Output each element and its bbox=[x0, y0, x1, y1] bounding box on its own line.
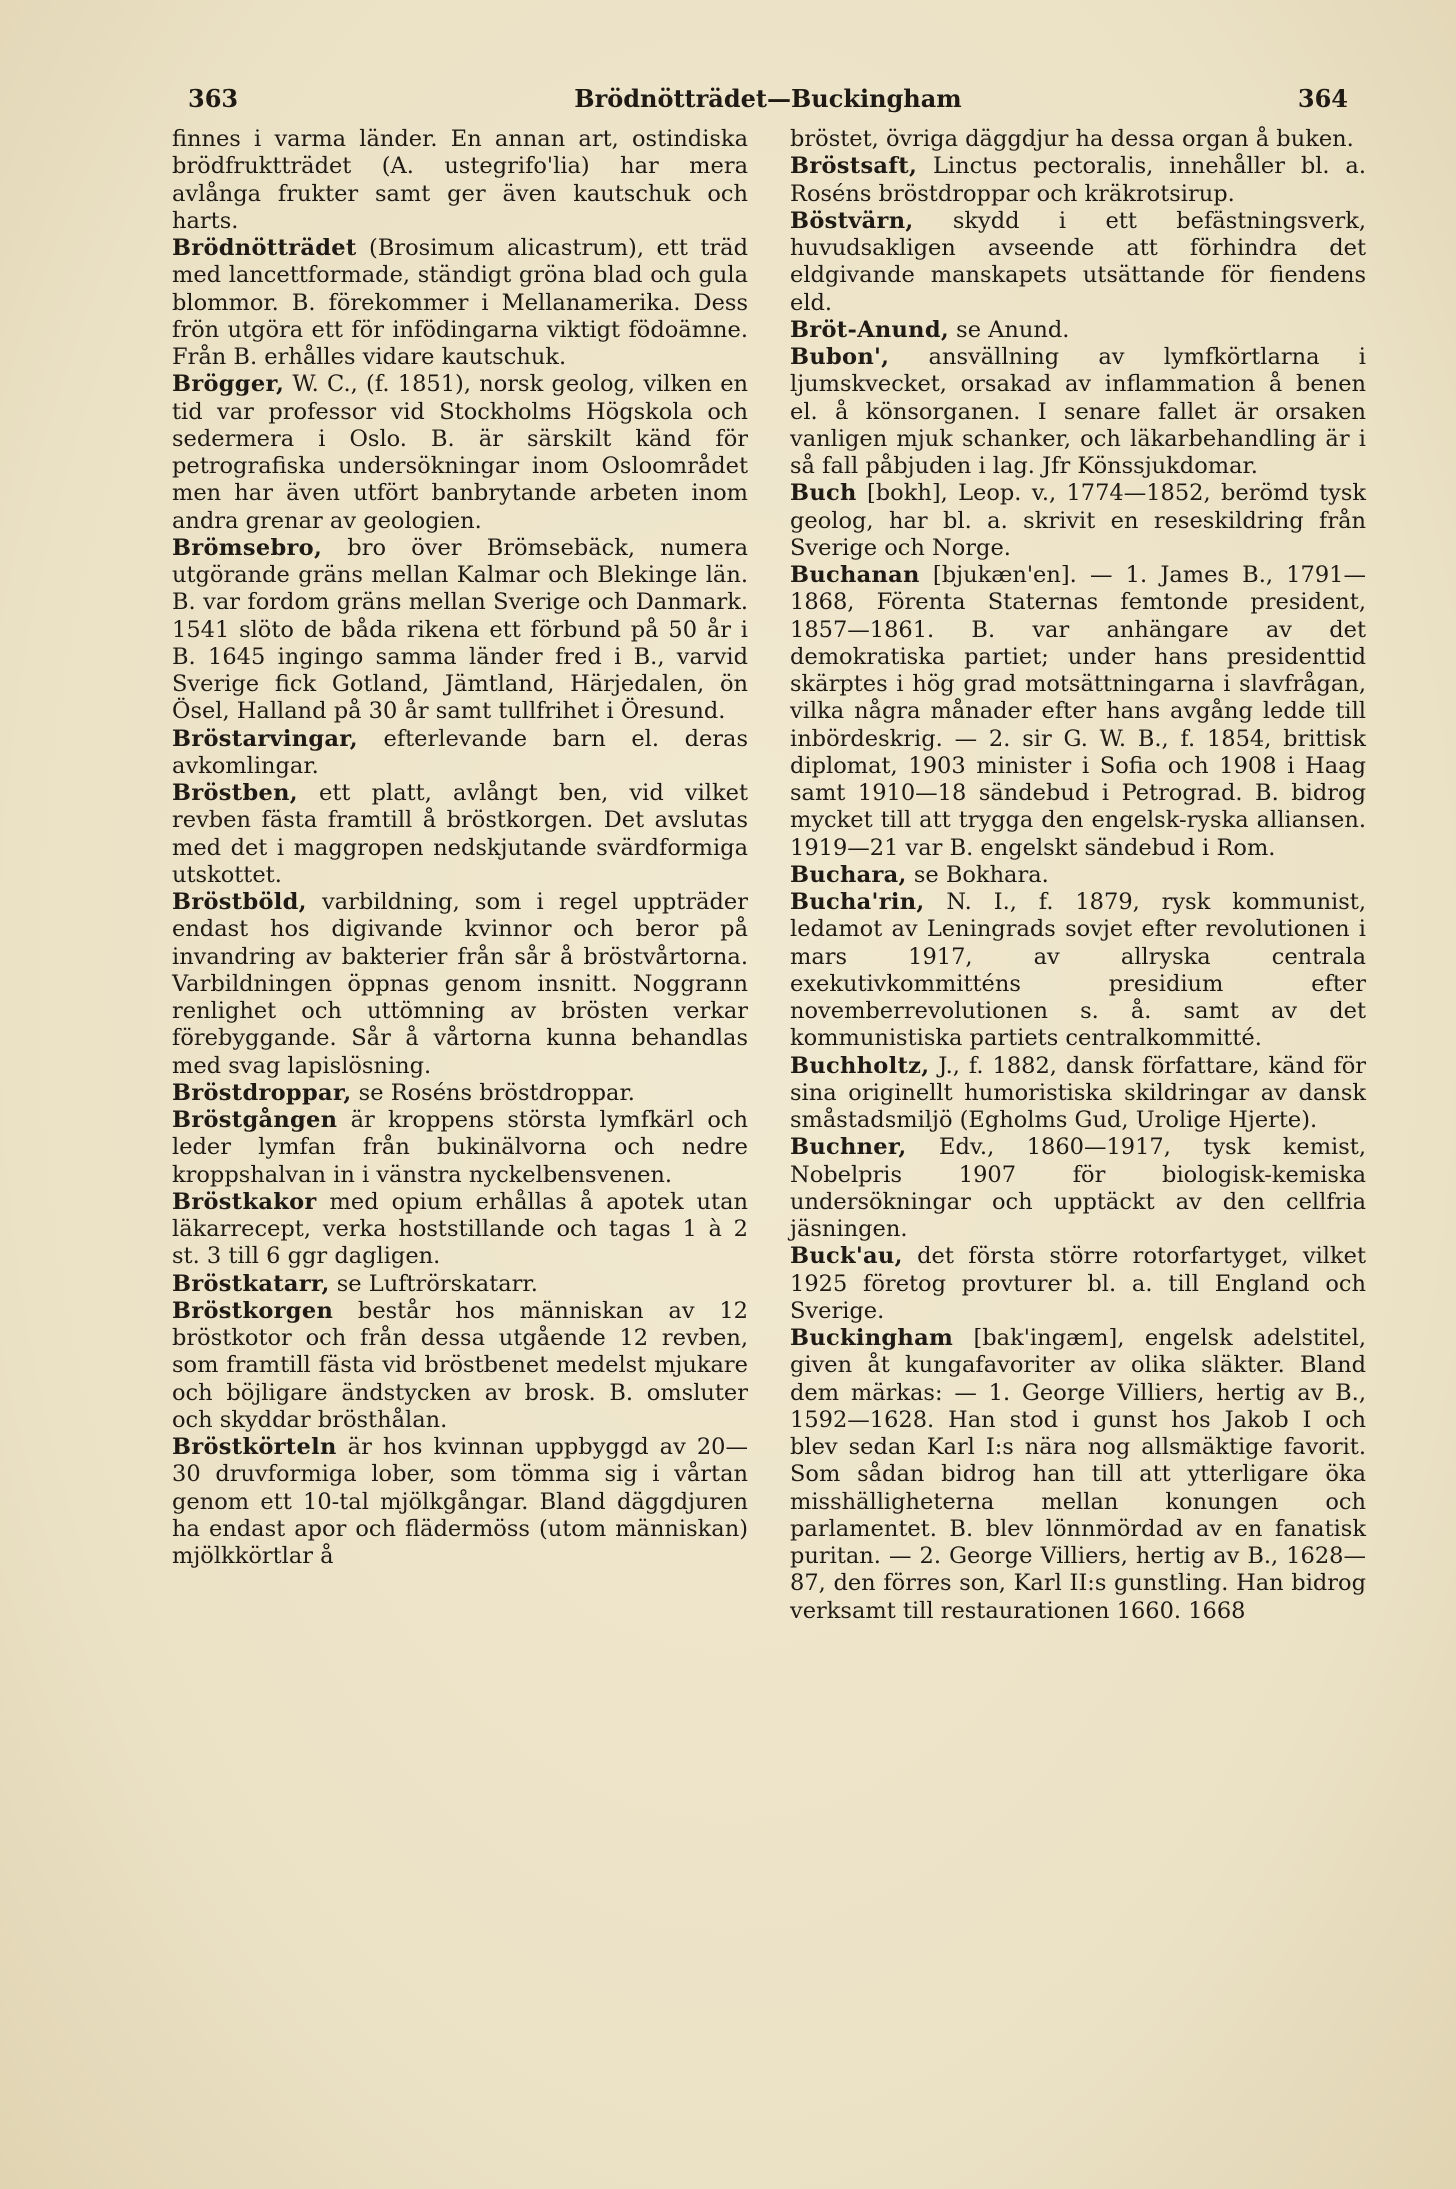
entry-text: ett platt, avlångt ben, vid vilket revben fästa framtill å bröstkorgen. Det avslutas med det i maggropen nedskjutande svärdformiga utskottet. bbox=[172, 780, 748, 888]
entry-headword: Buckingham bbox=[790, 1325, 954, 1351]
entry-text: är kroppens största lymfkärl och leder lymfan från bukinälvorna och nedre kroppshalvan in i vänstra nyckelbensvenen. bbox=[172, 1107, 748, 1188]
entry-headword: Buch bbox=[790, 480, 857, 507]
entry-headword: Bröstböld, bbox=[172, 889, 307, 915]
page-number-right: 364 bbox=[1297, 84, 1348, 113]
entry bbox=[172, 1189, 748, 1271]
page-header bbox=[188, 84, 1348, 124]
entry-text: se Bokhara. bbox=[906, 861, 1049, 888]
entry-text: varbildning, som i regel uppträder endast hos digivande kvinnor och beror på invandring av bakterier från sår å bröstvårtorna. Varbildningen öppnas genom insnitt. Noggrann renlighet och uttömning av brösten verkar förebyggande. Sår å vårtorna kunna behandlas med svag lapislösning. bbox=[172, 889, 748, 1079]
entry-text: se Anund. bbox=[949, 316, 1070, 343]
entry bbox=[790, 208, 1366, 317]
entry-text: se Luftrörskatarr. bbox=[329, 1270, 538, 1297]
entry-headword: Böstvärn, bbox=[790, 207, 914, 234]
entry-headword: Bubon', bbox=[790, 344, 890, 370]
entry-text: N. I., f. 1879, rysk kommunist, ledamot av Leningrads sovjet efter revolutionen i mars 1917, av allryska centrala exekutivkommitténs presidium efter novemberrevolutionen s. å. samt av det kommunistiska partiets centralkommitté. bbox=[790, 889, 1366, 1052]
entry-text: Linctus pectoralis, innehåller bl. a. Roséns bröstdroppar och kräkrotsirup. bbox=[790, 153, 1366, 207]
entry bbox=[790, 480, 1366, 562]
entry-text: bröstet, övriga däggdjur ha dessa organ å buken. bbox=[790, 126, 1354, 152]
entry-headword: Bröstdroppar, bbox=[172, 1079, 352, 1106]
entry-text: se Roséns bröstdroppar. bbox=[351, 1079, 635, 1106]
entry bbox=[172, 371, 748, 535]
entry bbox=[790, 317, 1366, 344]
entry-headword: Brögger, bbox=[172, 371, 285, 398]
running-title: Brödnötträdet—Buckingham bbox=[574, 84, 962, 113]
entry-text: ansvällning av lymfkörtlarna i ljumskvecket, orsakad av inflammation å benen el. å könsorganen. I senare fallet är orsaken vanligen mjuk schanker, och läkarbehandling är i så fall påbjuden i lag. Jfr Könssjukdomar. bbox=[790, 344, 1366, 479]
entry bbox=[172, 235, 748, 371]
page-number-left: 363 bbox=[188, 84, 239, 113]
entry-text: [bokh], Leop. v., 1774—1852, berömd tysk geolog, har bl. a. skrivit en reseskildring från Sverige och Norge. bbox=[790, 480, 1366, 561]
entry-text: [bjukæn'en]. — 1. James B., 1791—1868, Förenta Staternas femtonde president, 1857—1861. B. var anhängare av det demokratiska partiet; under hans presidenttid skärptes i hög grad motsättningarna i slavfrågan, vilka några månader efter hans avgång ledde till inbördeskrig. — 2. sir G. W. B., f. 1854, brittisk diplomat, 1903 minister i Sofia och 1908 i Haag samt 1910—18 sändebud i Petrograd. B. bidrog mycket till att trygga den engelsk-ryska alliansen. 1919—21 var B. engelskt sändebud i Rom. bbox=[790, 562, 1366, 861]
entry bbox=[172, 1434, 748, 1570]
entry bbox=[790, 862, 1366, 889]
entry-text: består hos människan av 12 bröstkotor och från dessa utgående 12 revben, som framtill fästa vid bröstbenet medelst mjukare och böjligare ändstycken av brosk. B. omsluter och skyddar brösthålan. bbox=[172, 1297, 748, 1433]
entry-text: efterlevande barn el. deras avkomlingar. bbox=[172, 725, 748, 779]
entry-headword: Brödnötträdet bbox=[172, 235, 357, 261]
entry bbox=[172, 1080, 748, 1107]
entry-headword: Bröt-Anund, bbox=[790, 316, 950, 343]
entry bbox=[172, 126, 748, 235]
entry-headword: Buchner, bbox=[790, 1134, 907, 1161]
entry bbox=[790, 1243, 1366, 1325]
entry-headword: Buchanan bbox=[790, 562, 920, 588]
entry-text: bro över Brömsebäck, numera utgörande gräns mellan Kalmar och Blekinge län. B. var fordom gräns mellan Sverige och Danmark. 1541 slöto de båda rikena ett förbund på 50 år i B. 1645 ingingo samma länder fred i B., varvid Sverige fick Gotland, Jämtland, Härjedalen, ön Ösel, Halland på 30 år samt tullfrihet i Öresund. bbox=[172, 534, 748, 725]
right-column bbox=[790, 126, 1366, 1625]
entry-text: Edv., 1860—1917, tysk kemist, Nobelpris 1907 för biologisk-kemiska undersökningar och upptäckt av den cellfria jäsningen. bbox=[790, 1134, 1366, 1242]
entry bbox=[172, 1107, 748, 1189]
entry-text: är hos kvinnan uppbyggd av 20—30 druvformiga lober, som tömma sig i vårtan genom ett 10-tal mjölkgångar. Bland däggdjuren ha endast apor och flädermöss (utom människan) mjölkkörtlar å bbox=[172, 1434, 748, 1569]
entry bbox=[172, 889, 748, 1080]
entry bbox=[790, 1325, 1366, 1625]
entry-headword: Buck'au, bbox=[790, 1243, 903, 1270]
entry bbox=[790, 344, 1366, 480]
entry-text: J., f. 1882, dansk författare, känd för sina originellt humoristiska skildringar av dansk småstadsmiljö (Egholms Gud, Urolige Hjerte). bbox=[790, 1052, 1366, 1133]
entry bbox=[790, 126, 1366, 153]
entry bbox=[790, 1134, 1366, 1243]
entry-text: finnes i varma länder. En annan art, ostindiska brödfruktträdet (A. ustegrifo'lia) har mera avlånga frukter samt ger även kautschuk och harts. bbox=[172, 126, 748, 234]
left-column bbox=[172, 126, 748, 1570]
entry-headword: Brömsebro, bbox=[172, 534, 323, 561]
entry bbox=[790, 889, 1366, 1053]
entry-headword: Buchholtz, bbox=[790, 1052, 930, 1079]
entry bbox=[172, 1298, 748, 1434]
entry bbox=[172, 726, 748, 781]
entry-headword: Bröstkorgen bbox=[172, 1297, 334, 1324]
entry bbox=[790, 562, 1366, 862]
entry bbox=[172, 535, 748, 726]
entry-headword: Bröstben, bbox=[172, 780, 298, 806]
entry bbox=[172, 780, 748, 889]
entry-headword: Bröstkatarr, bbox=[172, 1270, 330, 1297]
entry bbox=[790, 1053, 1366, 1135]
entry-headword: Bucha'rin, bbox=[790, 889, 925, 915]
entry-text: W. C., (f. 1851), norsk geolog, vilken en tid var professor vid Stockholms Högskola och sedermera i Oslo. B. är särskilt känd för petrografiska undersökningar inom Osloområdet men har även utfört banbrytande arbeten inom andra grenar av geologien. bbox=[172, 371, 748, 534]
entry-headword: Bröstarvingar, bbox=[172, 725, 358, 752]
entry-text: skydd i ett befästningsverk, huvudsakligen avseende att förhindra det eldgivande manskapets utsättande för fiendens eld. bbox=[790, 207, 1366, 316]
entry-text: med opium erhållas å apotek utan läkarrecept, verka hoststillande och tagas 1 à 2 st. 3 till 6 ggr dagligen. bbox=[172, 1188, 748, 1270]
entry-headword: Bröstkörteln bbox=[172, 1434, 337, 1460]
entry-headword: Buchara, bbox=[790, 861, 907, 888]
entry bbox=[172, 1271, 748, 1298]
entry-headword: Bröstsaft, bbox=[790, 153, 918, 180]
entry bbox=[790, 153, 1366, 208]
entry-text: (Brosimum alicastrum), ett träd med lancettformade, ständigt gröna blad och gula blommor. B. förekommer i Mellanamerika. Dess frön utgöra ett för infödingarna viktigt födoämne. Från B. erhålles vidare kautschuk. bbox=[172, 235, 748, 370]
entry-text: [bak'ingæm], engelsk adelstitel, given åt kungafavoriter av olika släkter. Bland dem märkas: — 1. George Villiers, hertig av B., 1592—1628. Han stod i gunst hos Jakob I och blev sedan Karl I:s nära nog allsmäktige favorit. Som sådan bidrog han till att ytterligare öka misshälligheterna mellan konungen och parlamentet. B. blev lönnmördad av en fanatisk puritan. — 2. George Villiers, hertig av B., 1628—87, den förres son, Karl II:s gunstling. Han bidrog verksamt till restaurationen 1660. 1668 bbox=[790, 1325, 1366, 1624]
entry-headword: Bröstgången bbox=[172, 1107, 338, 1133]
entry-text: det första större rotorfartyget, vilket 1925 företog provturer bl. a. till England och Sverige. bbox=[790, 1243, 1366, 1324]
entry-headword: Bröstkakor bbox=[172, 1188, 317, 1215]
